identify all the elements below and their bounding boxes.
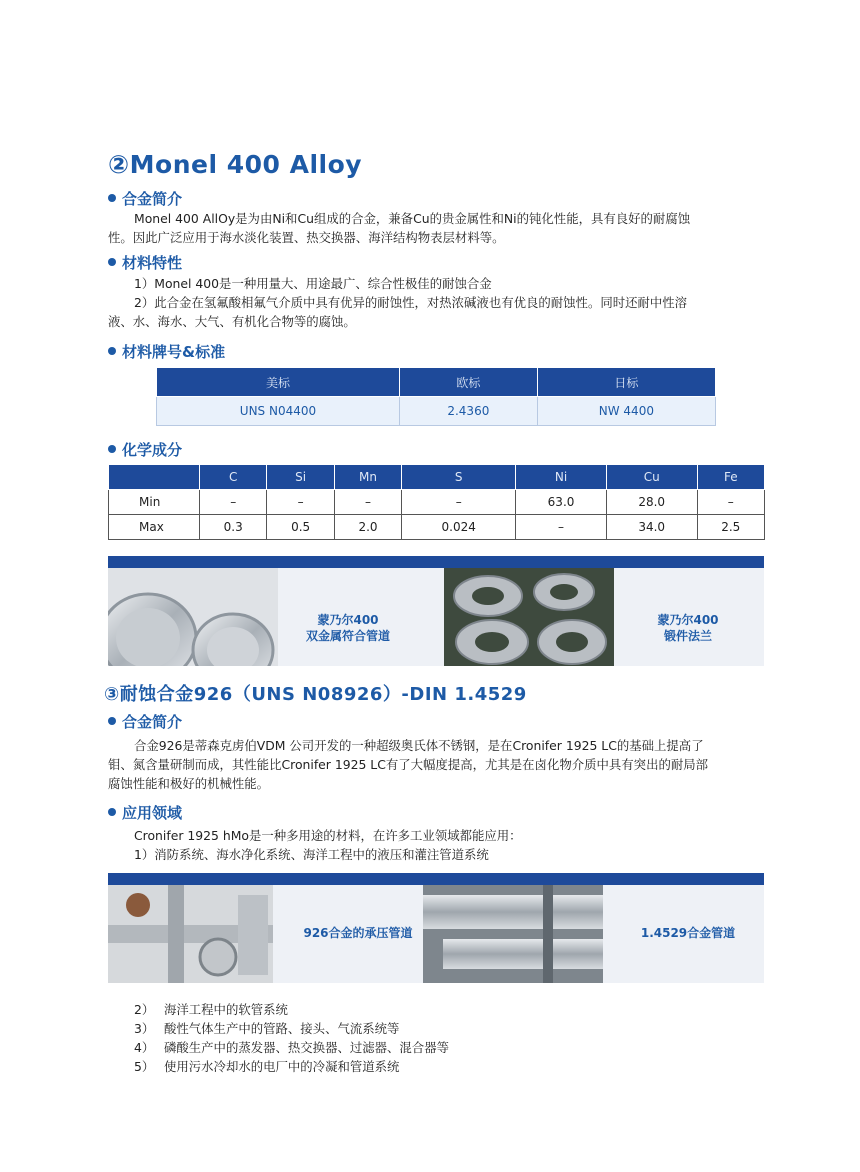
- list-item: [134, 1000, 734, 1019]
- banner-band: [108, 556, 764, 568]
- heading-label: 材料牌号&标准: [122, 343, 226, 361]
- table-header: S: [402, 465, 516, 490]
- item-number: 2）: [134, 1002, 155, 1017]
- text-line: 性。因此广泛应用于海水淡化装置、热交换器、海洋结构物表层材料等。: [108, 230, 505, 245]
- table-cell: –: [267, 490, 334, 515]
- product-banner-monel: [108, 556, 764, 666]
- item-number: 4）: [134, 1040, 155, 1055]
- banner-caption: [628, 612, 748, 644]
- props-heading: [108, 252, 182, 273]
- table-cell: –: [334, 490, 401, 515]
- table-cell: 34.0: [606, 515, 697, 540]
- table-header: 日标: [537, 368, 715, 397]
- item-text: 海洋工程中的软管系统: [164, 1002, 288, 1017]
- table-cell: –: [402, 490, 516, 515]
- table-header: [109, 465, 200, 490]
- banner-caption: 926合金的承压管道: [303, 926, 413, 940]
- text-line: Cronifer 1925 hMo是一种多用途的材料，在许多工业领域都能应用：: [134, 828, 522, 843]
- banner-body: [108, 885, 764, 983]
- table-cell: 2.5: [697, 515, 764, 540]
- table-cell: NW 4400: [537, 397, 715, 426]
- table-cell: –: [697, 490, 764, 515]
- bullet-icon: [108, 808, 116, 816]
- pipes-photo: [108, 568, 278, 666]
- intro-paragraph-926: [108, 736, 768, 793]
- chem-heading: [108, 439, 182, 460]
- text-line: 腐蚀性能和极好的机械性能。: [108, 776, 270, 791]
- pressure-pipes-photo: [108, 885, 273, 983]
- table-cell: 28.0: [606, 490, 697, 515]
- list-item: [134, 1038, 734, 1057]
- intro-heading-926: [108, 711, 182, 732]
- table-row: [109, 490, 765, 515]
- banner-caption: [288, 612, 408, 644]
- grades-heading: [108, 341, 225, 362]
- item-text: 磷酸生产中的蒸发器、热交换器、过滤器、混合器等: [164, 1040, 449, 1055]
- text-line: 钼、氮含量研制而成，其性能比Cronifer 1925 LC有了大幅度提高，尤其是在卤化物介质中具有突出的耐局部: [108, 757, 709, 772]
- item-text: 使用污水冷却水的电厂中的冷凝和管道系统: [164, 1059, 400, 1074]
- application-list: [134, 1000, 734, 1076]
- product-banner-926: [108, 873, 764, 983]
- heading-label: 应用领域: [122, 804, 183, 822]
- text-line: Monel 400 AllOy是为由Ni和Cu组成的合金，兼备Cu的贵金属性和Ni的钝化性能，具有良好的耐腐蚀: [134, 211, 691, 226]
- table-header: Ni: [516, 465, 607, 490]
- table-cell: 2.0: [334, 515, 401, 540]
- heading-label: 合金简介: [122, 190, 183, 208]
- table-cell: 0.3: [200, 515, 267, 540]
- table-cell: Min: [109, 490, 200, 515]
- banner-body: [108, 568, 764, 666]
- bullet-icon: [108, 258, 116, 266]
- item-number: 3）: [134, 1021, 155, 1036]
- grades-table: [156, 367, 716, 426]
- text-line: 合金926是蒂森克虏伯VDM 公司开发的一种超级奥氏体不锈钢，是在Cronifer 1925 LC的基础上提高了: [134, 738, 704, 753]
- intro-paragraph: [108, 209, 768, 247]
- text-line: 1）Monel 400是一种用量大、用途最广、综合性极佳的耐蚀合金: [134, 276, 492, 291]
- text-line: 2）此合金在氢氟酸相氟气介质中具有优异的耐蚀性，对热浓碱液也有优良的耐蚀性。同时还耐中性溶: [134, 295, 688, 310]
- table-header: Mn: [334, 465, 401, 490]
- banner-band: [108, 873, 764, 885]
- table-cell: UNS N04400: [157, 397, 400, 426]
- table-header: Cu: [606, 465, 697, 490]
- caption-line: 蒙乃尔400: [317, 613, 379, 627]
- table-cell: Max: [109, 515, 200, 540]
- table-cell: 63.0: [516, 490, 607, 515]
- intro-heading: [108, 188, 182, 209]
- alloy-pipeline-photo: [423, 885, 603, 983]
- table-cell: 0.024: [402, 515, 516, 540]
- table-header: 欧标: [399, 368, 537, 397]
- table-row: [157, 397, 716, 426]
- table-cell: 0.5: [267, 515, 334, 540]
- text-line: 1）消防系统、海水净化系统、海洋工程中的液压和灌注管道系统: [134, 847, 489, 862]
- heading-label: 合金简介: [122, 713, 183, 731]
- caption-line: 锻件法兰: [663, 629, 712, 643]
- section2-title: ②Monel 400 Alloy: [108, 150, 363, 179]
- item-number: 5）: [134, 1059, 155, 1074]
- list-item: [134, 1019, 734, 1038]
- section3-title: ③耐蚀合金926（UNS N08926）-DIN 1.4529: [104, 684, 527, 705]
- apps-heading: [108, 802, 182, 823]
- item-text: 酸性气体生产中的管路、接头、气流系统等: [164, 1021, 400, 1036]
- table-header: Fe: [697, 465, 764, 490]
- bullet-icon: [108, 194, 116, 202]
- banner-caption: 1.4529合金管道: [640, 926, 736, 940]
- bullet-icon: [108, 347, 116, 355]
- list-item: [134, 1057, 734, 1076]
- table-cell: 2.4360: [399, 397, 537, 426]
- heading-label: 材料特性: [122, 254, 183, 272]
- bullet-icon: [108, 445, 116, 453]
- chem-table: [108, 464, 765, 540]
- caption-line: 双金属符合管道: [305, 629, 390, 643]
- table-row: [109, 515, 765, 540]
- table-header: 美标: [157, 368, 400, 397]
- heading-label: 化学成分: [122, 441, 183, 459]
- table-header: Si: [267, 465, 334, 490]
- caption-line: 蒙乃尔400: [657, 613, 719, 627]
- apps-paragraph: [134, 826, 774, 864]
- table-cell: –: [516, 515, 607, 540]
- bullet-icon: [108, 717, 116, 725]
- flanges-photo: [444, 568, 614, 666]
- text-line: 液、水、海水、大气、有机化合物等的腐蚀。: [108, 314, 356, 329]
- table-header: C: [200, 465, 267, 490]
- table-cell: –: [200, 490, 267, 515]
- props-paragraph: [108, 274, 768, 331]
